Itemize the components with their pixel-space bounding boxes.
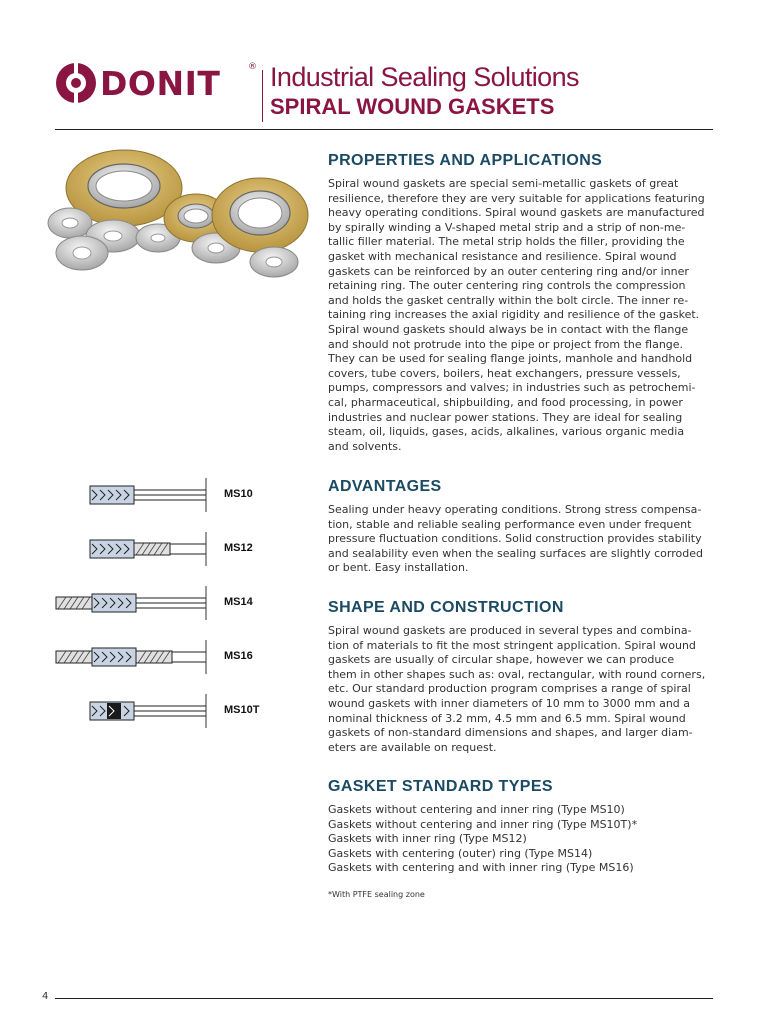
para-line: etc. Our standard production program comprises a range of spiral xyxy=(328,682,691,696)
para-line: heavy operating conditions. Spiral wound gaskets are manufactured xyxy=(328,206,705,220)
para-line: pumps, compressors and valves; in industries such as petrochemi- xyxy=(328,381,696,395)
ms12-cross-section xyxy=(52,532,212,566)
header-divider xyxy=(262,70,263,122)
gasket-photo xyxy=(38,140,316,290)
diagram-ms14 xyxy=(52,586,292,620)
logo-wordmark: DONIT xyxy=(100,64,221,103)
registered-mark: ® xyxy=(248,62,257,72)
ms14-cross-section xyxy=(52,586,212,620)
para-line: by spirally winding a V-shaped metal strip and a strip of non-me- xyxy=(328,220,686,234)
diagram-label: MS10T xyxy=(224,704,260,716)
header-tagline: Industrial Sealing Solutions xyxy=(270,62,579,92)
para-line: wound gaskets with inner diameters of 10 mm to 3000 mm and a xyxy=(328,696,691,710)
header-product-title: SPIRAL WOUND GASKETS xyxy=(270,94,555,119)
para-line: them in other shapes such as: oval, rectangular, with round corners, xyxy=(328,667,706,681)
para-line: Spiral wound gaskets should always be in contact with the flange xyxy=(328,322,689,336)
diagram-label: MS14 xyxy=(224,596,253,608)
para-line: and sealability even when the sealing surfaces are slightly corroded xyxy=(328,546,703,560)
section-body xyxy=(328,503,713,576)
types-list xyxy=(328,803,713,876)
list-item: Gaskets without centering and inner ring (Type MS10T)* xyxy=(328,817,638,831)
diagram-ms16 xyxy=(52,640,292,674)
para-line: Sealing under heavy operating conditions. Strong stress compensa- xyxy=(328,503,702,516)
para-line: retaining ring. The outer centering ring controls the compression xyxy=(328,279,686,293)
para-line: Spiral wound gaskets are special semi-metallic gaskets of great xyxy=(328,177,679,190)
para-line: resilience, therefore they are very suitable for applications featuring xyxy=(328,191,705,205)
para-line: eters are available on request. xyxy=(328,740,497,754)
donit-logo-mark-icon xyxy=(56,62,100,106)
para-line: tion of materials to fit the most stringent application. Spiral wound xyxy=(328,638,696,652)
footnote: *With PTFE sealing zone xyxy=(328,889,425,899)
list-item: Gaskets without centering and inner ring (Type MS10) xyxy=(328,803,625,816)
para-line: industries and nuclear power stations. They are ideal for sealing xyxy=(328,410,683,424)
header-rule xyxy=(55,129,713,130)
ms10t-cross-section xyxy=(52,694,212,728)
ms10-cross-section xyxy=(52,478,212,512)
para-line: tion, stable and reliable sealing performance even under frequent xyxy=(328,517,692,531)
diagram-label: MS16 xyxy=(224,650,253,662)
para-line: Spiral wound gaskets are produced in several types and combina- xyxy=(328,624,692,637)
footer-rule xyxy=(55,998,713,999)
para-line: or bent. Easy installation. xyxy=(328,561,469,575)
list-item: Gaskets with centering (outer) ring (Type MS14) xyxy=(328,846,593,860)
para-line: and holds the gasket centrally within the bolt circle. The inner re- xyxy=(328,293,689,307)
ms16-cross-section xyxy=(52,640,212,674)
donit-logo xyxy=(56,62,256,106)
para-line: covers, tube covers, boilers, heat exchangers, pressure vessels, xyxy=(328,366,681,380)
section-title: SHAPE AND CONSTRUCTION xyxy=(328,599,564,616)
para-line: They can be used for sealing flange joints, manhole and handhold xyxy=(328,352,693,366)
diagram-ms10 xyxy=(52,478,292,512)
list-item: Gaskets with centering and with inner ring (Type MS16) xyxy=(328,861,634,875)
section-properties xyxy=(328,152,713,454)
section-shape xyxy=(328,599,713,755)
section-advantages xyxy=(328,478,713,576)
section-body xyxy=(328,624,713,755)
para-line: gaskets are usually of circular shape, however we can produce xyxy=(328,653,675,667)
diagram-ms10t xyxy=(52,694,292,728)
para-line: cal, pharmaceutical, shipbuilding, and food processing, in power xyxy=(328,395,683,409)
para-line: steam, oil, liquids, gases, acids, alkalines, various organic media xyxy=(328,425,685,439)
para-line: and should not protrude into the pipe or project from the flange. xyxy=(328,337,684,351)
list-item: Gaskets with inner ring (Type MS12) xyxy=(328,832,527,846)
para-line: and solvents. xyxy=(328,439,402,453)
diagram-label: MS12 xyxy=(224,542,253,554)
section-title: PROPERTIES AND APPLICATIONS xyxy=(328,152,603,169)
para-line: taining ring increases the axial rigidity and resilience of the gasket. xyxy=(328,308,700,322)
section-title: GASKET STANDARD TYPES xyxy=(328,778,554,795)
para-line: gaskets of non-standard dimensions and shapes, and larger diam- xyxy=(328,726,693,740)
para-line: pressure fluctuation conditions. Solid construction provides stability xyxy=(328,532,702,546)
section-body xyxy=(328,177,713,454)
section-title: ADVANTAGES xyxy=(328,478,442,495)
para-line: tallic filler material. The metal strip holds the filler, providing the xyxy=(328,235,685,249)
section-types xyxy=(328,778,713,899)
page-number: 4 xyxy=(42,991,49,1002)
gasket-photo-illustration xyxy=(38,140,316,290)
para-line: gasket with mechanical resistance and resilience. Spiral wound xyxy=(328,249,677,263)
para-line: nominal thickness of 3.2 mm, 4.5 mm and 6.5 mm. Spiral wound xyxy=(328,711,686,725)
para-line: gaskets can be reinforced by an outer centering ring and/or inner xyxy=(328,264,689,278)
diagram-ms12 xyxy=(52,532,292,566)
diagram-label: MS10 xyxy=(224,488,253,500)
